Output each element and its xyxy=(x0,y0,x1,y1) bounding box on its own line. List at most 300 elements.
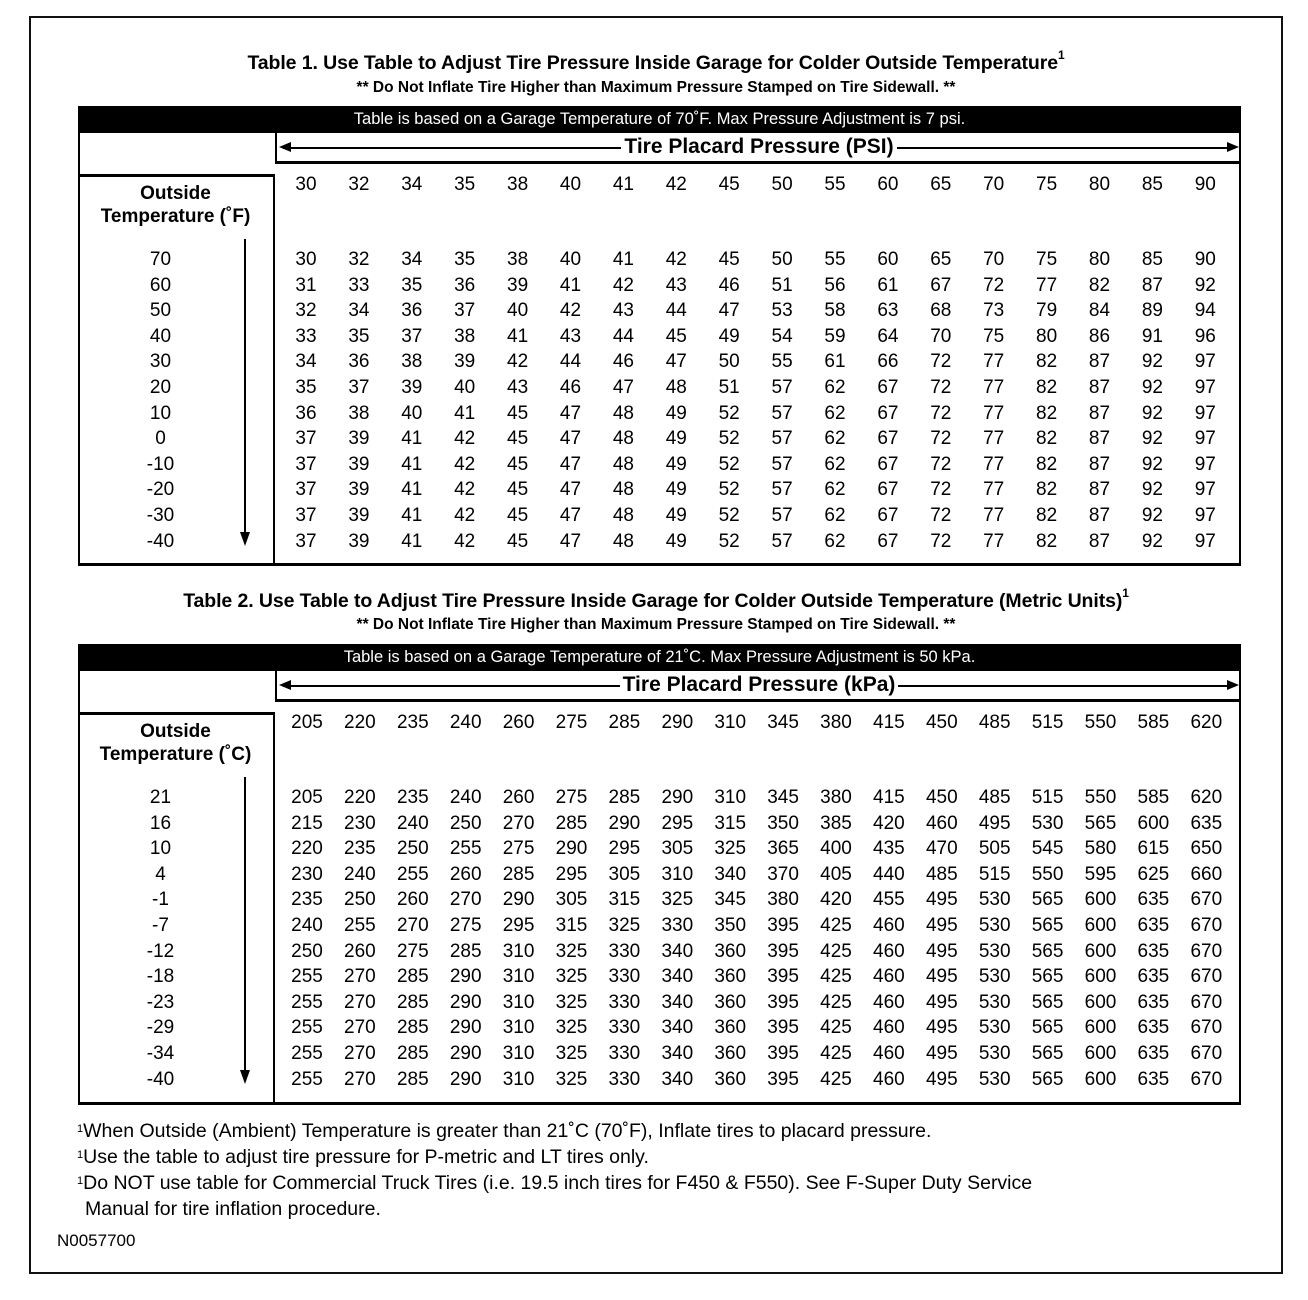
table-cell: 67 xyxy=(877,377,899,398)
table-cell: 350 xyxy=(767,812,799,834)
table-cell: 75 xyxy=(983,325,1005,347)
table-cell: 310 xyxy=(502,1068,535,1090)
table-cell: 42 xyxy=(507,351,529,373)
table-cell: 97 xyxy=(1194,351,1216,373)
table-cell: 270 xyxy=(449,889,482,911)
table-cell: 260 xyxy=(344,940,376,962)
table-cell: 65 xyxy=(930,249,952,270)
table-cell: 92 xyxy=(1141,377,1163,398)
table-cell: 89 xyxy=(1141,300,1163,322)
table-cell: 395 xyxy=(767,915,799,936)
table-cell: 290 xyxy=(449,966,482,988)
table2-title: Table 2. Use Table to Adjust Tire Pressure Inside Garage for Colder Outside Temperature (Metric Units)$^1$ xyxy=(183,586,1129,612)
table-cell: 325 xyxy=(555,1017,588,1039)
table-cell: 32 xyxy=(295,300,317,322)
table-cell: 87 xyxy=(1088,351,1111,373)
table-cell: 600 xyxy=(1137,812,1170,834)
table-cell: 260 xyxy=(502,787,535,808)
column-header: 60 xyxy=(877,174,899,195)
table-cell: 47 xyxy=(665,351,687,373)
table-cell: 565 xyxy=(1084,812,1117,834)
table-cell: 67 xyxy=(877,479,899,501)
table-cell: 250 xyxy=(344,889,376,911)
table-cell: 495 xyxy=(925,966,958,988)
table-cell: 70 xyxy=(983,249,1005,270)
row-temperature-label: -30 xyxy=(146,505,175,526)
table-cell: 64 xyxy=(877,325,899,347)
table-cell: 62 xyxy=(824,377,846,398)
table-cell: 80 xyxy=(1036,325,1058,347)
table-cell: 530 xyxy=(978,1017,1011,1039)
column-header: 450 xyxy=(925,712,958,733)
table-cell: 325 xyxy=(555,966,588,988)
table-cell: 41 xyxy=(559,274,582,296)
table-cell: 325 xyxy=(555,940,588,962)
table-cell: 395 xyxy=(767,1068,799,1090)
table-cell: 57 xyxy=(771,453,793,475)
table-cell: 340 xyxy=(714,863,747,885)
table-cell: 97 xyxy=(1194,402,1216,424)
table-cell: 495 xyxy=(925,991,958,1013)
table-cell: 49 xyxy=(665,505,687,526)
table-cell: 315 xyxy=(608,889,641,911)
table-cell: 49 xyxy=(665,428,687,450)
table-cell: 385 xyxy=(820,812,852,834)
table-cell: 39 xyxy=(348,505,370,526)
table-cell: 48 xyxy=(612,453,634,475)
table-cell: 37 xyxy=(348,377,370,398)
row-temperature-label: 60 xyxy=(149,274,172,296)
table2-pressure-header xyxy=(275,671,1241,702)
table-cell: 40 xyxy=(401,402,423,424)
table-cell: 37 xyxy=(401,325,423,347)
table-cell: 565 xyxy=(1031,991,1064,1013)
table-cell: 87 xyxy=(1088,479,1111,501)
table-cell: 72 xyxy=(930,428,952,450)
table-cell: 87 xyxy=(1088,530,1111,552)
table-cell: 230 xyxy=(344,812,376,834)
table-cell: 310 xyxy=(714,787,747,808)
table-cell: 36 xyxy=(295,402,317,424)
table-cell: 285 xyxy=(396,1043,429,1064)
table-cell: 340 xyxy=(661,1043,694,1064)
table-cell: 41 xyxy=(401,505,423,526)
table-cell: 290 xyxy=(555,838,588,860)
table-cell: 460 xyxy=(873,915,905,936)
column-header: 80 xyxy=(1088,174,1111,195)
table-cell: 270 xyxy=(502,812,535,834)
table-cell: 635 xyxy=(1137,915,1170,936)
table-cell: 340 xyxy=(661,1017,694,1039)
table-cell: 395 xyxy=(767,991,799,1013)
table-cell: 82 xyxy=(1036,505,1058,526)
table-cell: 43 xyxy=(559,325,582,347)
table-cell: 425 xyxy=(820,1068,852,1090)
table-cell: 285 xyxy=(502,863,535,885)
table-cell: 670 xyxy=(1190,966,1223,988)
table-cell: 77 xyxy=(983,505,1005,526)
table-cell: 310 xyxy=(502,966,535,988)
table-cell: 440 xyxy=(873,863,905,885)
table-cell: 41 xyxy=(401,530,423,552)
table-cell: 255 xyxy=(291,1017,323,1039)
table-cell: 92 xyxy=(1141,530,1163,552)
table-cell: 43 xyxy=(665,274,687,296)
table-cell: 46 xyxy=(612,351,634,373)
table-cell: 330 xyxy=(608,940,641,962)
table-cell: 290 xyxy=(449,1043,482,1064)
table-cell: 295 xyxy=(608,838,641,860)
table-cell: 425 xyxy=(820,1017,852,1039)
table-cell: 77 xyxy=(983,428,1005,450)
row-temperature-label: 30 xyxy=(149,351,172,373)
table-cell: 33 xyxy=(348,274,370,296)
table-cell: 48 xyxy=(612,428,634,450)
table-cell: 550 xyxy=(1084,787,1117,808)
table-cell: 42 xyxy=(454,505,476,526)
table-cell: 35 xyxy=(454,249,476,270)
table1-subtitle: ** Do Not Inflate Tire Higher than Maximum Pressure Stamped on Tire Sidewall. ** xyxy=(356,79,956,96)
table-cell: 82 xyxy=(1036,479,1058,501)
table-cell: 38 xyxy=(454,325,476,347)
table-cell: 565 xyxy=(1031,1017,1064,1039)
column-header: 220 xyxy=(344,712,376,733)
table-cell: 82 xyxy=(1036,453,1058,475)
table-cell: 47 xyxy=(559,428,582,450)
column-header: 290 xyxy=(661,712,694,733)
column-header: 345 xyxy=(767,712,799,733)
table-cell: 595 xyxy=(1084,863,1117,885)
table-cell: 47 xyxy=(559,479,582,501)
table-cell: 255 xyxy=(291,991,323,1013)
table-cell: 620 xyxy=(1190,787,1223,808)
table-cell: 80 xyxy=(1088,249,1111,270)
table-cell: 67 xyxy=(877,530,899,552)
table-cell: 67 xyxy=(877,402,899,424)
table-cell: 45 xyxy=(507,530,529,552)
table-cell: 42 xyxy=(454,428,476,450)
table-cell: 395 xyxy=(767,966,799,988)
table-cell: 425 xyxy=(820,966,852,988)
table-cell: 260 xyxy=(396,889,429,911)
table-cell: 39 xyxy=(348,428,370,450)
table-cell: 395 xyxy=(767,1017,799,1039)
table-cell: 49 xyxy=(718,325,740,347)
table-cell: 585 xyxy=(1137,787,1170,808)
table1-pressure-header xyxy=(275,133,1241,164)
table-cell: 215 xyxy=(291,812,323,834)
table-cell: 405 xyxy=(820,863,852,885)
table-cell: 72 xyxy=(983,274,1005,296)
table-cell: 32 xyxy=(348,249,370,270)
table-cell: 48 xyxy=(665,377,687,398)
table-cell: 415 xyxy=(873,787,905,808)
column-header: 240 xyxy=(449,712,482,733)
table-cell: 57 xyxy=(771,377,793,398)
table2-left-title: Outside Temperature (˚C) xyxy=(99,721,252,765)
column-header: 260 xyxy=(502,712,535,733)
table-cell: 235 xyxy=(396,787,429,808)
table1-left-title: Outside Temperature (˚F) xyxy=(100,183,251,227)
table-cell: 250 xyxy=(449,812,482,834)
table-cell: 285 xyxy=(396,991,429,1013)
table-cell: 72 xyxy=(930,479,952,501)
table-cell: 275 xyxy=(396,940,429,962)
table-cell: 255 xyxy=(344,915,376,936)
table-cell: 270 xyxy=(344,991,376,1013)
table-cell: 39 xyxy=(454,351,476,373)
table-cell: 330 xyxy=(608,1017,641,1039)
table-cell: 670 xyxy=(1190,1017,1223,1039)
table-cell: 460 xyxy=(873,1068,905,1090)
table-cell: 63 xyxy=(877,300,899,322)
table-cell: 325 xyxy=(555,1043,588,1064)
table-cell: 495 xyxy=(925,889,958,911)
table-cell: 87 xyxy=(1141,274,1163,296)
table-cell: 42 xyxy=(454,479,476,501)
table-cell: 97 xyxy=(1194,377,1216,398)
table-cell: 52 xyxy=(718,402,740,424)
table-cell: 50 xyxy=(718,351,740,373)
table-cell: 47 xyxy=(612,377,634,398)
row-temperature-label: -34 xyxy=(146,1043,175,1064)
table-cell: 400 xyxy=(820,838,852,860)
table-cell: 52 xyxy=(718,479,740,501)
table-cell: 73 xyxy=(983,300,1005,322)
table-cell: 220 xyxy=(291,838,323,860)
column-header: 30 xyxy=(295,174,317,195)
column-header: 55 xyxy=(824,174,846,195)
table-cell: 82 xyxy=(1036,428,1058,450)
row-temperature-label: -40 xyxy=(146,1068,175,1090)
table-cell: 635 xyxy=(1137,1068,1170,1090)
table-cell: 42 xyxy=(454,453,476,475)
table-cell: 485 xyxy=(925,863,958,885)
table-cell: 420 xyxy=(873,812,905,834)
table-cell: 310 xyxy=(502,1017,535,1039)
table-cell: 530 xyxy=(978,1068,1011,1090)
table-cell: 48 xyxy=(612,505,634,526)
table-cell: 460 xyxy=(873,1017,905,1039)
table-cell: 600 xyxy=(1084,991,1117,1013)
table-cell: 36 xyxy=(401,300,423,322)
table-cell: 270 xyxy=(344,966,376,988)
table-cell: 650 xyxy=(1190,838,1223,860)
table-cell: 58 xyxy=(824,300,846,322)
table-cell: 635 xyxy=(1137,889,1170,911)
table-cell: 290 xyxy=(449,1017,482,1039)
table-cell: 495 xyxy=(925,915,958,936)
table-cell: 565 xyxy=(1031,889,1064,911)
table-cell: 97 xyxy=(1194,505,1216,526)
table-cell: 330 xyxy=(608,1043,641,1064)
table-cell: 275 xyxy=(449,915,482,936)
table1-header-label: Tire Placard Pressure (PSI) xyxy=(621,135,896,158)
table-cell: 255 xyxy=(291,1043,323,1064)
table-cell: 87 xyxy=(1088,505,1111,526)
table-cell: 530 xyxy=(978,940,1011,962)
table-cell: 34 xyxy=(295,351,317,373)
table-cell: 90 xyxy=(1194,249,1216,270)
table-cell: 600 xyxy=(1084,889,1117,911)
table-cell: 50 xyxy=(771,249,793,270)
table-cell: 395 xyxy=(767,1043,799,1064)
column-header: 50 xyxy=(771,174,793,195)
column-header: 585 xyxy=(1137,712,1170,733)
table-cell: 61 xyxy=(824,351,846,373)
table-cell: 94 xyxy=(1194,300,1216,322)
table-cell: 45 xyxy=(507,479,529,501)
table-cell: 46 xyxy=(559,377,582,398)
table-cell: 56 xyxy=(824,274,846,296)
table-cell: 82 xyxy=(1088,274,1111,296)
row-temperature-label: 10 xyxy=(149,402,172,424)
table-cell: 270 xyxy=(344,1043,376,1064)
column-header: 35 xyxy=(454,174,476,195)
row-temperature-label: -1 xyxy=(152,889,169,911)
column-header: 34 xyxy=(401,174,423,195)
table-cell: 35 xyxy=(348,325,370,347)
table-cell: 49 xyxy=(665,402,687,424)
table-cell: 635 xyxy=(1190,812,1223,834)
row-temperature-label: 40 xyxy=(149,325,172,347)
table-cell: 290 xyxy=(449,1068,482,1090)
table-cell: 635 xyxy=(1137,1017,1170,1039)
table-cell: 48 xyxy=(612,479,634,501)
table-cell: 34 xyxy=(348,300,370,322)
table-cell: 495 xyxy=(925,1017,958,1039)
table-cell: 87 xyxy=(1088,402,1111,424)
table-cell: 31 xyxy=(295,274,317,296)
table-cell: 72 xyxy=(930,377,952,398)
table-cell: 240 xyxy=(449,787,482,808)
footnote-3: $^1$Do NOT use table for Commercial Truck Tires (i.e. 19.5 inch tires for F450 & F550). See F-Super Duty Service xyxy=(77,1172,1033,1194)
table-cell: 425 xyxy=(820,940,852,962)
column-header: 41 xyxy=(612,174,634,195)
table-cell: 35 xyxy=(295,377,317,398)
table-cell: 290 xyxy=(502,889,535,911)
table-cell: 41 xyxy=(401,428,423,450)
table-cell: 255 xyxy=(396,863,429,885)
table-cell: 635 xyxy=(1137,940,1170,962)
table-cell: 54 xyxy=(771,325,793,347)
table-cell: 545 xyxy=(1031,838,1064,860)
table-cell: 44 xyxy=(612,325,634,347)
column-header: 45 xyxy=(718,174,740,195)
table-cell: 235 xyxy=(291,889,323,911)
table-cell: 270 xyxy=(344,1068,376,1090)
table-cell: 67 xyxy=(930,274,952,296)
table-cell: 295 xyxy=(661,812,694,834)
table-cell: 43 xyxy=(612,300,634,322)
row-temperature-label: -29 xyxy=(146,1017,175,1039)
table-cell: 82 xyxy=(1036,402,1058,424)
table-cell: 37 xyxy=(295,453,317,475)
column-header: 620 xyxy=(1190,712,1223,733)
column-header: 38 xyxy=(507,174,529,195)
table-cell: 97 xyxy=(1194,479,1216,501)
table-cell: 565 xyxy=(1031,966,1064,988)
table-cell: 41 xyxy=(612,249,634,270)
table-cell: 41 xyxy=(507,325,529,347)
table-cell: 670 xyxy=(1190,1068,1223,1090)
row-temperature-label: -7 xyxy=(152,915,169,936)
table-cell: 360 xyxy=(714,940,747,962)
column-header: 310 xyxy=(714,712,747,733)
table-cell: 39 xyxy=(348,479,370,501)
table-cell: 47 xyxy=(718,300,740,322)
table-cell: 530 xyxy=(978,889,1011,911)
table-cell: 49 xyxy=(665,479,687,501)
table-cell: 330 xyxy=(608,966,641,988)
row-temperature-label: -23 xyxy=(146,991,175,1013)
table-cell: 350 xyxy=(714,915,747,936)
table-cell: 52 xyxy=(718,453,740,475)
table-cell: 45 xyxy=(665,325,687,347)
table-cell: 47 xyxy=(559,453,582,475)
table2-subtitle: ** Do Not Inflate Tire Higher than Maximum Pressure Stamped on Tire Sidewall. ** xyxy=(356,616,956,633)
table-cell: 67 xyxy=(877,505,899,526)
table-cell: 325 xyxy=(714,838,747,860)
table-cell: 290 xyxy=(449,991,482,1013)
table-cell: 285 xyxy=(396,966,429,988)
table-cell: 670 xyxy=(1190,1043,1223,1064)
table-cell: 49 xyxy=(665,453,687,475)
table-cell: 530 xyxy=(978,915,1011,936)
row-temperature-label: 16 xyxy=(149,812,172,834)
table-cell: 57 xyxy=(771,428,793,450)
table-cell: 325 xyxy=(555,1068,588,1090)
table-cell: 36 xyxy=(454,274,476,296)
table-cell: 310 xyxy=(502,1043,535,1064)
table2-header-label: Tire Placard Pressure (kPa) xyxy=(620,673,899,696)
table-cell: 365 xyxy=(767,838,799,860)
table-cell: 92 xyxy=(1141,351,1163,373)
table-cell: 615 xyxy=(1137,838,1170,860)
table-cell: 30 xyxy=(295,249,317,270)
table-cell: 270 xyxy=(396,915,429,936)
row-temperature-label: -40 xyxy=(146,530,175,552)
table-cell: 310 xyxy=(661,863,694,885)
table-cell: 455 xyxy=(873,889,905,911)
table-cell: 305 xyxy=(608,863,641,885)
table-cell: 460 xyxy=(925,812,958,834)
table-cell: 42 xyxy=(559,300,582,322)
table-cell: 330 xyxy=(608,991,641,1013)
table-cell: 44 xyxy=(559,351,582,373)
column-header: 70 xyxy=(983,174,1005,195)
column-header: 515 xyxy=(1031,712,1064,733)
table-cell: 37 xyxy=(295,530,317,552)
table-cell: 45 xyxy=(507,453,529,475)
table-cell: 530 xyxy=(978,991,1011,1013)
table-cell: 330 xyxy=(608,1068,641,1090)
column-header: 85 xyxy=(1141,174,1163,195)
table-cell: 600 xyxy=(1084,1068,1117,1090)
table-cell: 82 xyxy=(1036,351,1058,373)
table-cell: 420 xyxy=(820,889,852,911)
table-cell: 495 xyxy=(925,940,958,962)
table-cell: 310 xyxy=(502,940,535,962)
table-cell: 91 xyxy=(1141,325,1163,347)
table-cell: 345 xyxy=(714,889,747,911)
table-cell: 325 xyxy=(555,991,588,1013)
table-cell: 330 xyxy=(661,915,694,936)
table-cell: 340 xyxy=(661,940,694,962)
table-cell: 550 xyxy=(1031,863,1064,885)
table-cell: 34 xyxy=(401,249,423,270)
table-cell: 41 xyxy=(454,402,476,424)
